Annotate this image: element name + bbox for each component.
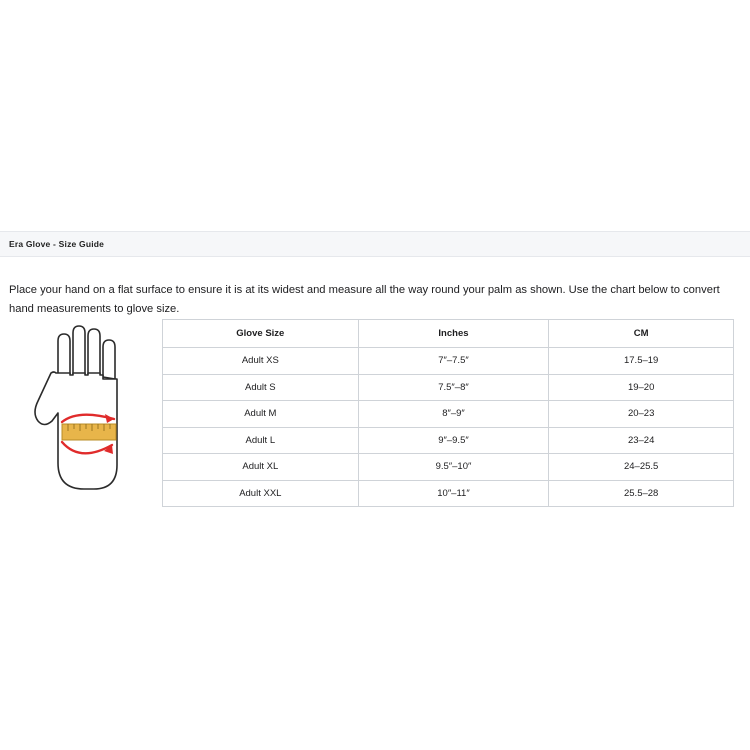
table-row bbox=[163, 374, 734, 401]
cell-glove-size: Adult L bbox=[163, 427, 359, 454]
size-chart-table bbox=[162, 319, 734, 507]
table-row bbox=[163, 454, 734, 481]
table-row bbox=[163, 427, 734, 454]
intro-paragraph: Place your hand on a flat surface to ensure it is at its widest and measure all the way round your palm as shown. Use the chart below to convert hand measurements to glove size. bbox=[9, 284, 720, 316]
cell-glove-size: Adult XL bbox=[163, 454, 359, 481]
cell-inches: 7.5″–8″ bbox=[358, 374, 549, 401]
ruler-graphic bbox=[62, 424, 116, 440]
cell-cm: 17.5–19 bbox=[549, 348, 734, 375]
cell-inches: 9.5″–10″ bbox=[358, 454, 549, 481]
cell-cm: 19–20 bbox=[549, 374, 734, 401]
cell-cm: 24–25.5 bbox=[549, 454, 734, 481]
cell-glove-size: Adult XS bbox=[163, 348, 359, 375]
column-header-cm: CM bbox=[549, 320, 734, 348]
page-title: Era Glove - Size Guide bbox=[9, 239, 105, 249]
cell-inches: 10″–11″ bbox=[358, 480, 549, 507]
column-header-inches: Inches bbox=[358, 320, 549, 348]
cell-cm: 20–23 bbox=[549, 401, 734, 428]
hand-measurement-illustration bbox=[18, 323, 153, 503]
cell-inches: 9″–9.5″ bbox=[358, 427, 549, 454]
table-header-row bbox=[163, 320, 734, 348]
table-row bbox=[163, 480, 734, 507]
cell-glove-size: Adult XXL bbox=[163, 480, 359, 507]
cell-inches: 8″–9″ bbox=[358, 401, 549, 428]
size-guide-header-bar bbox=[0, 231, 750, 257]
column-header-glove-size: Glove Size bbox=[163, 320, 359, 348]
cell-glove-size: Adult S bbox=[163, 374, 359, 401]
size-guide-content bbox=[0, 313, 750, 513]
table-row bbox=[163, 348, 734, 375]
cell-cm: 25.5–28 bbox=[549, 480, 734, 507]
hand-icon bbox=[18, 323, 153, 503]
cell-cm: 23–24 bbox=[549, 427, 734, 454]
cell-inches: 7″–7.5″ bbox=[358, 348, 549, 375]
cell-glove-size: Adult M bbox=[163, 401, 359, 428]
table-row bbox=[163, 401, 734, 428]
